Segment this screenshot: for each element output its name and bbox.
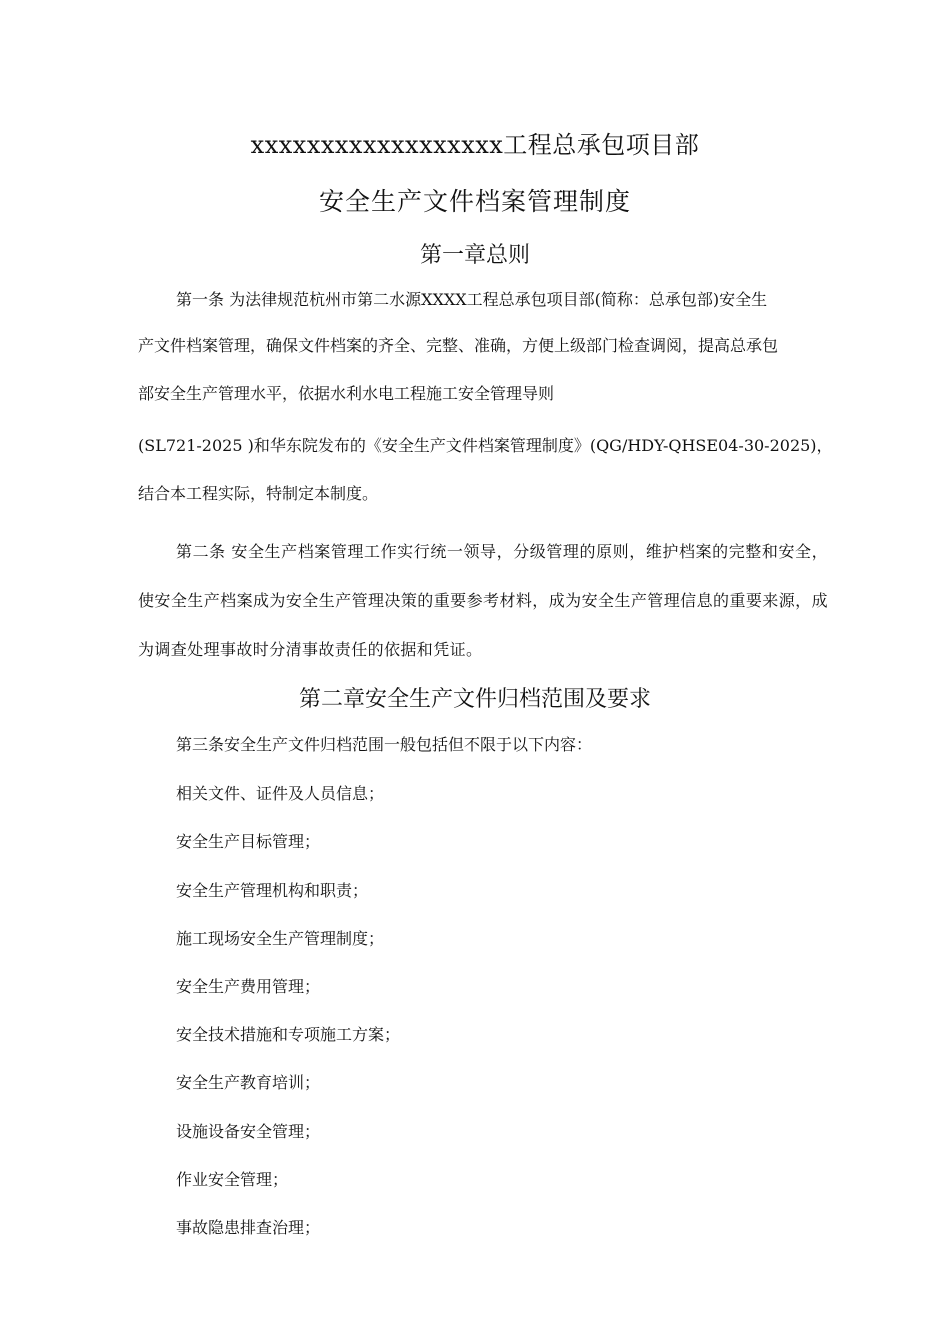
list-item: 设施设备安全管理；: [176, 1122, 321, 1141]
article1-line: 第一条 为法律规范杭州市第二水源XXXX工程总承包项目部(简称：总承包部)安全生: [176, 290, 768, 309]
list-item: 安全生产目标管理；: [176, 832, 321, 851]
chapter1-heading: 第一章总则: [419, 243, 530, 268]
article3-intro: 第三条安全生产文件归档范围一般包括但不限于以下内容：: [176, 735, 593, 754]
article1-line: (SL721-2025 )和华东院发布的《安全生产文件档案管理制度》(QG/HDY-QHSE04-30-2025)，: [138, 436, 833, 455]
chapter2-heading: 第二章安全生产文件归档范围及要求: [298, 687, 651, 712]
article2-paragraph: 第二条 安全生产档案管理工作实行统一领导，分级管理的原则，维护档案的完整和安全，使安全生产档案成为安全生产管理决策的重要参考材料，成为安全生产管理信息的重要来源，成为调查处理事故时分清事故责任的依据和凭证。: [138, 542, 828, 659]
list-item: 施工现场安全生产管理制度；: [176, 929, 385, 948]
list-item: 安全生产费用管理；: [176, 977, 321, 996]
article1-line: 部安全生产管理水平，依据水利水电工程施工安全管理导则: [138, 384, 555, 403]
list-item: 安全生产教育培训；: [176, 1073, 321, 1092]
article1-line: 结合本工程实际，特制定本制度。: [138, 484, 379, 503]
document-title-line2: 安全生产文件档案管理制度: [318, 187, 631, 216]
list-item: 事故隐患排查治理；: [176, 1218, 321, 1237]
document-title-line1: xxxxxxxxxxxxxxxxxx工程总承包项目部: [250, 131, 700, 159]
list-item: 作业安全管理；: [176, 1170, 289, 1189]
list-item: 安全技术措施和专项施工方案；: [176, 1025, 401, 1044]
list-item: 相关文件、证件及人员信息；: [176, 784, 385, 803]
article1-line: 产文件档案管理，确保文件档案的齐全、完整、准确，方便上级部门检查调阅，提高总承包: [138, 336, 779, 355]
list-item: 安全生产管理机构和职责；: [176, 881, 369, 900]
